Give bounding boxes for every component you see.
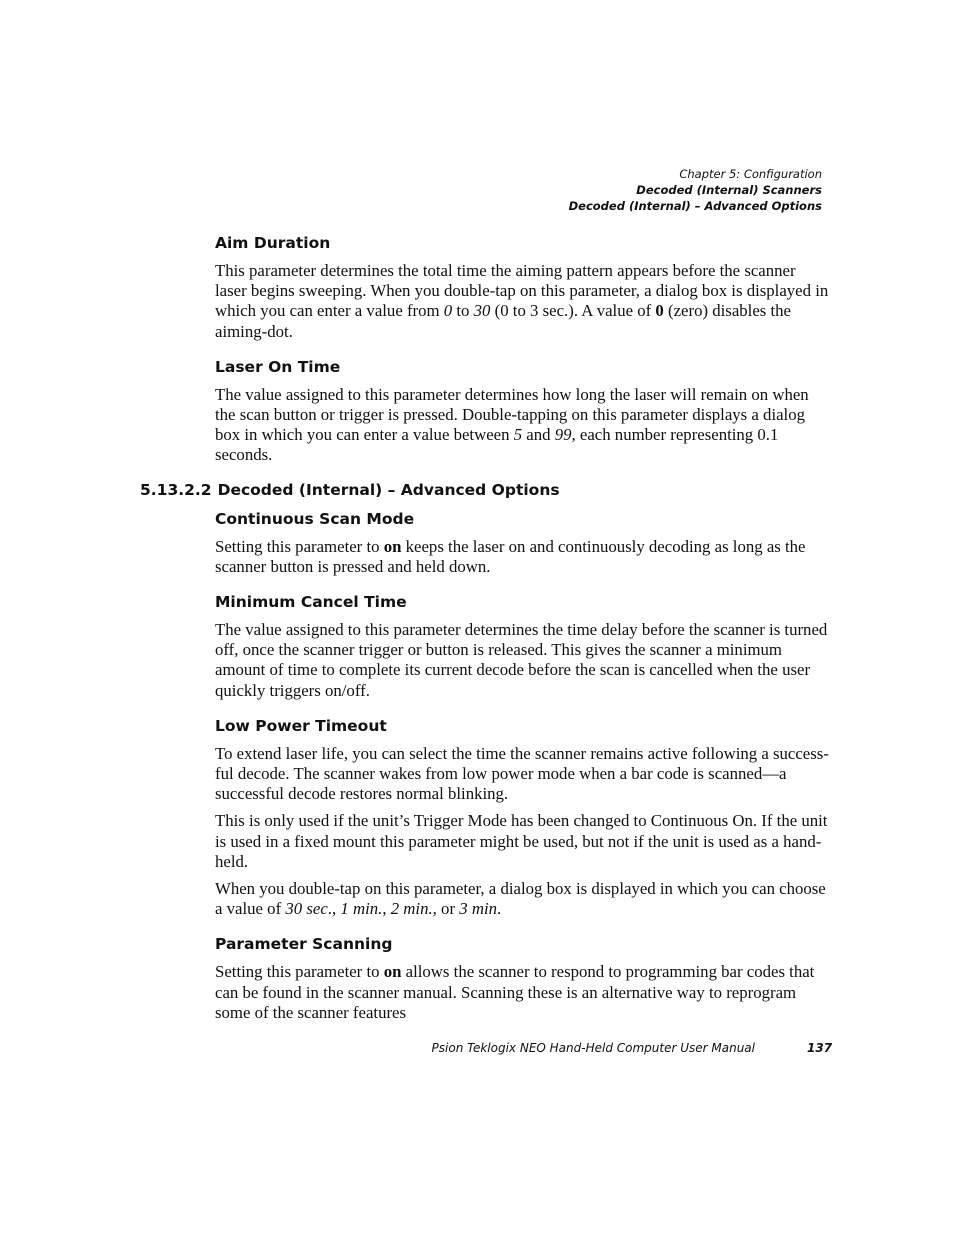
paragraph-minimum-cancel-time: The value assigned to this parameter determines the time delay before the scanner is turned off, once the scanner trigger or button is released. This gives the scanner a minimum amount of time to complete its current decode before the scan is cancelled when the user quickly triggers on/off.: [215, 620, 828, 700]
paragraph-laser-on-time: The value assigned to this parameter determines how long the laser will remain on when the scan button or trigger is pressed. Double-tapping on this parameter displays a dialog box in which you can enter a value between 5 and 99, each number representing 0.1 seconds.: [215, 384, 809, 465]
heading-aim-duration: Aim Duration: [215, 234, 331, 252]
heading-low-power-timeout: Low Power Timeout: [215, 716, 387, 735]
section-number: 5.13.2.2: [140, 480, 212, 499]
paragraph-low-power-timeout-1: To extend laser life, you can select the time the scanner remains active following a success-ful decode. The scanner wakes from low power mode when a bar code is scanned—a successful decode restores normal blinking.: [215, 743, 829, 804]
paragraph-low-power-timeout-2: This is only used if the unit’s Trigger Mode has been changed to Continuous On. If the unit is used in a fixed mount this parameter might be used, but not if the unit is used as a hand-held.: [215, 811, 828, 871]
paragraph-low-power-timeout-3: When you double-tap on this parameter, a dialog box is displayed in which you can choose a value of 30 sec., 1 min., 2 min., or 3 min.: [215, 879, 826, 919]
header-chapter: Chapter 5: Configuration: [679, 167, 822, 181]
running-header: [569, 166, 822, 214]
page-footer: [215, 1041, 831, 1055]
header-subsection: Decoded (Internal) – Advanced Options: [568, 199, 822, 213]
heading-parameter-scanning: Parameter Scanning: [215, 935, 393, 954]
page-number: 137: [807, 1041, 833, 1055]
paragraph-parameter-scanning: Setting this parameter to on allows the scanner to respond to programming bar codes that can be found in the scanner manual. Scanning these is an alternative way to reprogram some of the scanner features: [215, 962, 815, 1022]
heading-continuous-scan-mode: Continuous Scan Mode: [215, 509, 415, 528]
header-section: Decoded (Internal) Scanners: [636, 183, 822, 197]
footer-manual-title: Psion Teklogix NEO Hand-Held Computer User Manual: [431, 1041, 755, 1055]
page-body: [140, 232, 831, 1030]
paragraph-continuous-scan-mode: Setting this parameter to on keeps the laser on and continuously decoding as long as the scanner button is pressed and held down.: [215, 536, 806, 576]
heading-laser-on-time: Laser On Time: [215, 357, 341, 376]
paragraph-aim-duration: This parameter determines the total time the aiming pattern appears before the scanner laser begins sweeping. When you double-tap on this parameter, a dialog box is displayed in which you can enter a value from 0 to 30 (0 to 3 sec.). A value of 0 (zero) disables the aiming-dot.: [215, 261, 829, 341]
section-heading: [140, 479, 831, 501]
section-title: Decoded (Internal) – Advanced Options: [217, 480, 560, 499]
heading-minimum-cancel-time: Minimum Cancel Time: [215, 593, 407, 612]
